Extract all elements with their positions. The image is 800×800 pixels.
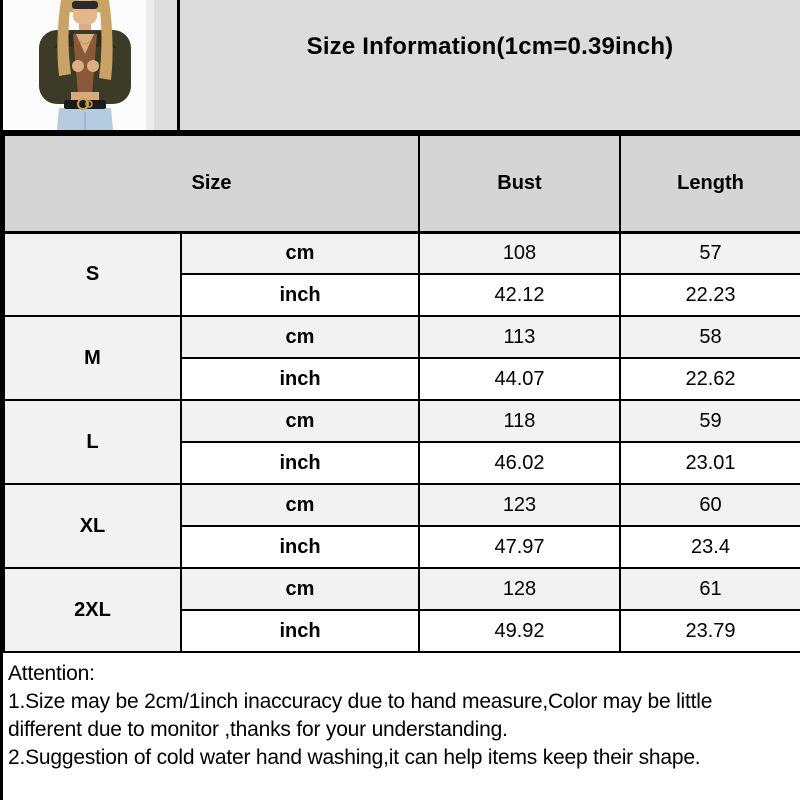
length-value: 23.4 (620, 526, 800, 568)
table-row-xl-cm (4, 484, 800, 526)
length-value: 57 (620, 232, 800, 274)
size-table (3, 134, 800, 653)
bust-value: 49.92 (419, 610, 620, 652)
unit-label-inch: inch (181, 442, 419, 484)
length-value: 23.79 (620, 610, 800, 652)
unit-label-cm: cm (181, 400, 419, 442)
length-value: 58 (620, 316, 800, 358)
bust-value: 123 (419, 484, 620, 526)
attention-note-2: 2.Suggestion of cold water hand washing,it can help items keep their shape. (8, 746, 701, 769)
table-row-2xl-cm (4, 568, 800, 610)
attention-heading: Attention: (8, 662, 95, 685)
banner-title-cell (180, 0, 800, 130)
table-row-m-cm (4, 316, 800, 358)
attention-note-1: 1.Size may be 2cm/1inch inaccuracy due to hand measure,Color may be little (8, 690, 713, 713)
bust-value: 47.97 (419, 526, 620, 568)
length-value: 60 (620, 484, 800, 526)
size-header-cell: Size (4, 135, 419, 232)
size-label-m: M (4, 316, 181, 400)
bust-value: 46.02 (419, 442, 620, 484)
attention-section (3, 653, 800, 772)
length-value: 22.62 (620, 358, 800, 400)
unit-label-inch: inch (181, 610, 419, 652)
unit-label-inch: inch (181, 274, 419, 316)
unit-label-inch: inch (181, 526, 419, 568)
unit-label-cm: cm (181, 316, 419, 358)
unit-label-cm: cm (181, 232, 419, 274)
length-value: 22.23 (620, 274, 800, 316)
size-label-s: S (4, 232, 181, 316)
length-header-cell: Length (620, 135, 800, 232)
top-banner (3, 0, 800, 134)
unit-label-cm: cm (181, 568, 419, 610)
length-value: 59 (620, 400, 800, 442)
bust-value: 118 (419, 400, 620, 442)
product-photo (3, 0, 180, 130)
bust-value: 128 (419, 568, 620, 610)
product-photo-illustration (3, 0, 180, 130)
length-value: 23.01 (620, 442, 800, 484)
table-row-l-cm (4, 400, 800, 442)
size-label-xl: XL (4, 484, 181, 568)
bust-header-cell: Bust (419, 135, 620, 232)
table-header-row (4, 135, 800, 232)
page-title: Size Information(1cm=0.39inch) (306, 33, 674, 60)
size-label-l: L (4, 400, 181, 484)
attention-note-1-cont: different due to monitor ,thanks for your understanding. (8, 718, 508, 741)
table-row-s-cm (4, 232, 800, 274)
unit-label-inch: inch (181, 358, 419, 400)
bust-value: 113 (419, 316, 620, 358)
length-value: 61 (620, 568, 800, 610)
unit-label-cm: cm (181, 484, 419, 526)
size-label-2xl: 2XL (4, 568, 181, 652)
bust-value: 108 (419, 232, 620, 274)
bust-value: 44.07 (419, 358, 620, 400)
bust-value: 42.12 (419, 274, 620, 316)
